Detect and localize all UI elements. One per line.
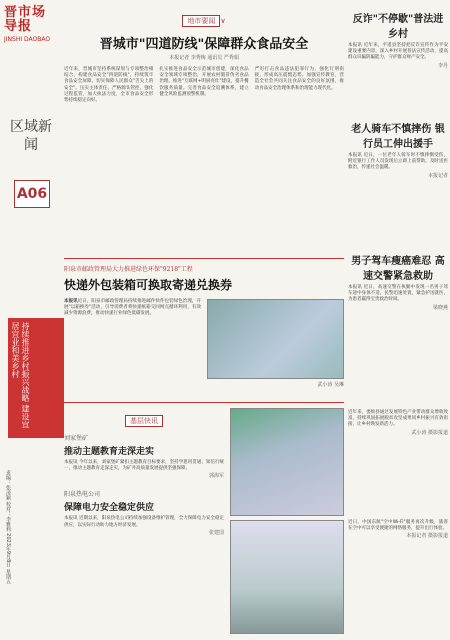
slogan: 持续推进乡村振兴战略 建设宜居宜业和美乡村	[11, 322, 30, 429]
right-column	[344, 0, 450, 640]
right-article-3-title: 男子驾车瘦癌难忍 高速交警紧急救助	[351, 256, 445, 282]
masthead-subtitle: JINSHI DAOBAO	[4, 36, 51, 43]
brief-item1-body: 本报讯 今年以来，刘家堡矿紧扣主题教育目标要求，坚持学思用贯通、知信行统一，推动主题教育走深走实，为矿井高质量发展提供坚强保障。	[64, 460, 224, 472]
mid-article-body	[64, 299, 201, 388]
road-photo	[230, 408, 344, 516]
right-article-4	[348, 410, 448, 436]
right-article-3	[348, 252, 448, 311]
logo-line2: 市场	[18, 5, 47, 20]
top-article-title: 晋城市"四道防线"保障群众食品安全	[99, 37, 309, 52]
mid-article-author: 武小涛 吴琳	[317, 382, 344, 388]
main-column	[64, 0, 344, 640]
mid-article-text: 近日，阳泉市邮政管理局持续推进邮件快件包装绿色治理，开展"以箱换券"活动，引导消费者将快递纸箱交回网点循环利用，有效减少资源浪费，推动快递行业绿色低碳发展。	[64, 299, 202, 317]
top-article-col3: 严厉打击食品违法犯罪行为，强化行刑衔接，形成高压震慑态势。加强宣传教育，营造全社会共同关注食品安全的良好氛围，推动食品安全治理体系和治理能力现代化。	[254, 67, 344, 91]
top-article-byline: 本报记者 李秀梅 通讯员 严秀娟	[169, 55, 239, 61]
top-article-kicker: 地市要闻	[182, 15, 220, 27]
brief-section	[64, 408, 224, 536]
brief-item2-body: 本报讯 近期以来，阳泉热电公司持续加强设备维护管理，全力保障电力安全稳定供应，以实际行动助力地方经济发展。	[64, 516, 224, 528]
brief-item1-tag: 刘家堡矿	[64, 435, 89, 442]
right-article-4-body: 近年来，娄烦县通过发展特色产业带动群众增收致富，持续巩固拓展脱贫攻坚成果同乡村振兴有效衔接，让乡村焕发新活力。	[348, 410, 448, 428]
masthead	[4, 6, 58, 76]
right-article-5-body: 近日，中国东航"空中Wi-Fi"服务再次升级，旅客在空中可以享受便捷的网络服务，提升出行体验。	[348, 520, 448, 532]
slogan-box	[8, 318, 64, 438]
right-article-2-title: 老人骑车不慎摔伤 银行员工伸出援手	[351, 124, 445, 150]
mid-article-photo	[207, 299, 344, 379]
brief-kicker: 基层快讯	[125, 415, 163, 427]
attendant-photo	[230, 520, 344, 634]
section-title: 区域新闻	[10, 119, 52, 153]
mid-article-title: 快递外包装箱可换取寄递兑换券	[64, 278, 233, 292]
sidebar	[0, 0, 62, 640]
divider	[64, 258, 344, 259]
logo-line3: 导报	[4, 19, 33, 34]
brief-item1-title: 推动主题教育走深走实	[64, 447, 155, 457]
right-article-1-title: 反诈"不停歇"普法进乡村	[352, 14, 444, 40]
right-article-2	[348, 120, 448, 179]
brief-item2-tag: 阳泉热电公司	[64, 491, 101, 499]
mid-article-byline: 本报讯	[64, 299, 78, 304]
mid-article-kicker: 阳泉市邮政管理局大力推进绿色环保"9218"工程	[64, 266, 193, 273]
brief-item2-author: 张建国	[208, 529, 224, 536]
right-article-3-author: 梁晓燕	[432, 304, 448, 311]
top-article	[64, 8, 344, 104]
right-article-4-author: 武小涛 摄影报道	[411, 429, 448, 436]
right-article-3-body: 本报讯 近日，高速交警在执勤中发现一名男子驾车途中身体不适，民警迅速处置，紧急护送就医，为患者赢得宝贵救治时间。	[348, 285, 448, 303]
top-article-col1: 近年来，晋城市坚持系统谋划与专项整治相结合，构建食品安全"四道防线"，持续筑牢食品安全屏障，切实保障人民群众"舌尖上的安全"。压实主体责任，严格源头管控，强化过程监管，加大执法力度，全市食品安全形势持续稳定向好。	[64, 67, 154, 104]
masthead-logo	[4, 6, 58, 34]
sidebar-footer	[4, 470, 58, 635]
chevron-down-icon: ∨	[220, 17, 226, 25]
page-number: A06	[14, 180, 50, 208]
logo-line1: 晋	[4, 5, 19, 20]
right-article-5-author: 本报记者 摄影报道	[406, 533, 448, 540]
editor-info: 责编：张凌颖 校对：李雅莉 2023年9月8日 星期五	[5, 470, 11, 584]
right-article-2-body: 本报讯 近日，一位老年人骑车时不慎摔倒受伤，附近银行工作人员发现后立即上前帮助，及时送医救治，传递社会温暖。	[348, 153, 448, 171]
right-article-1	[348, 10, 448, 69]
mid-article	[64, 264, 344, 388]
brief-item1-author: 郭海军	[208, 473, 224, 480]
right-article-1-body: 本报讯 近年来，平遥县坚持把反诈宣传作为平安建设重要内容，深入乡村开展普法宣传活动，提高群众识骗防骗能力，守护群众财产安全。	[348, 43, 448, 61]
brief-item2-title: 保障电力安全稳定供应	[64, 503, 155, 514]
divider	[64, 402, 344, 403]
right-article-5	[348, 520, 448, 539]
right-article-1-author: 李丹	[437, 62, 448, 69]
right-article-2-author: 本报记者	[427, 172, 448, 179]
top-article-col2: 扎实推进食品安全示范城市创建，深化食品安全领域专项整治，开展农村假冒伪劣食品治理。推进"互联网+明厨亮灶"建设，提升餐饮服务质量。完善食品安全追溯体系，建立健全风险监测预警机制。	[159, 67, 249, 97]
